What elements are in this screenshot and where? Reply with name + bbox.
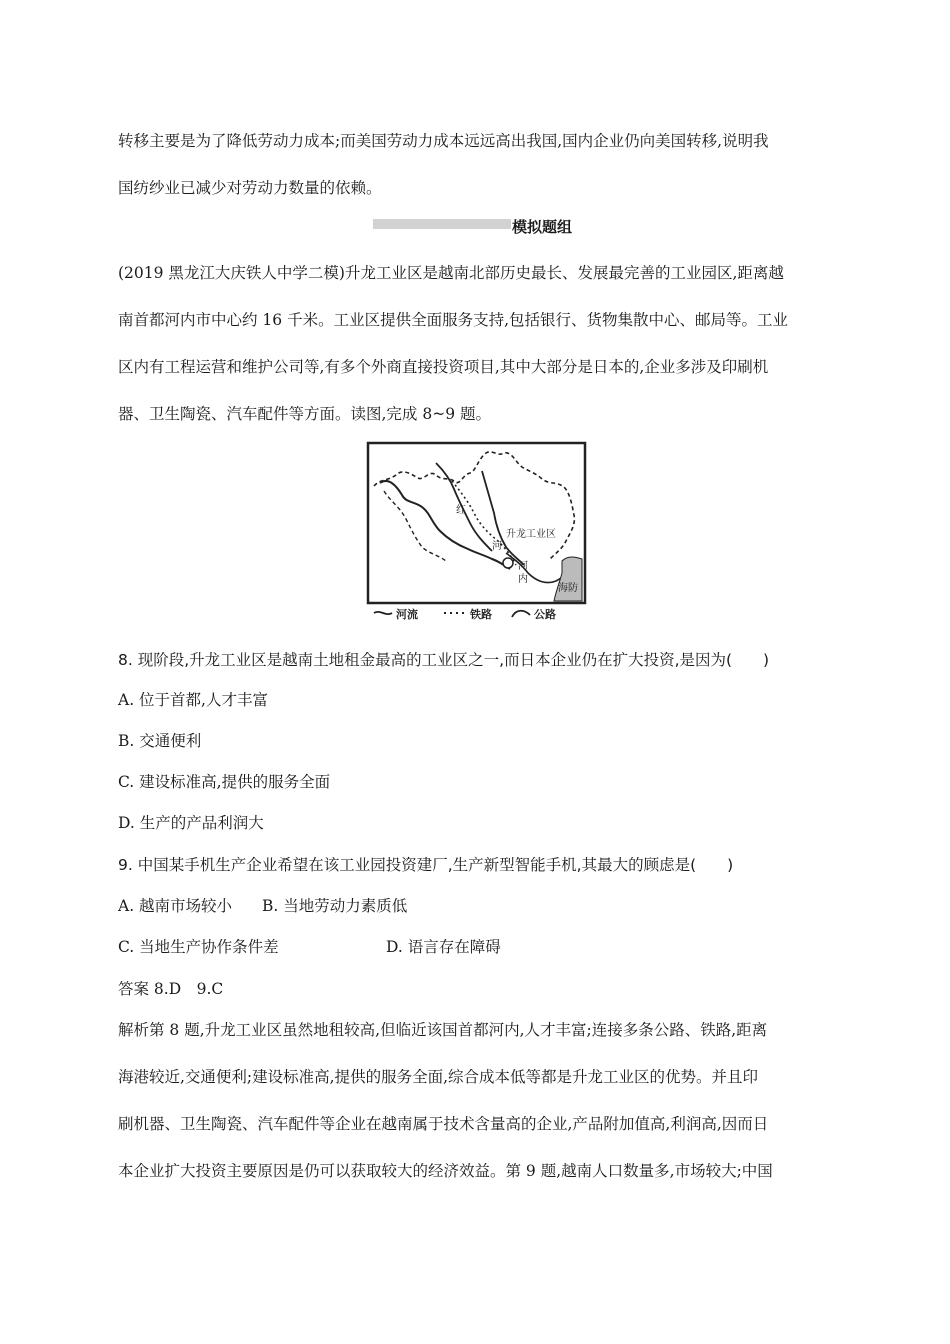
section-title: 模拟题组	[512, 218, 573, 236]
map-label-river-2: 河	[492, 541, 502, 552]
option-a: A. 位于首都,人才丰富	[118, 691, 268, 709]
text-line: (2019 黑龙江大庆铁人中学二模)升龙工业区是越南北部历史最长、发展最完善的工业园区,距离越	[118, 264, 784, 282]
text-line: 解析第 8 题,升龙工业区虽然地租较高,但临近该国首都河内,人才丰富;连接多条公路、铁路,距离	[118, 1021, 768, 1039]
text-line: 器、卫生陶瓷、汽车配件等方面。读图,完成 8~9 题。	[118, 405, 491, 423]
text-line: 转移主要是为了降低劳动力成本;而美国劳动力成本远远高出我国,国内企业仍向美国转移,说明我	[118, 132, 769, 150]
text-line: 国纺纱业已减少对劳动力数量的依赖。	[118, 179, 382, 197]
option-c: C. 建设标准高,提供的服务全面	[118, 773, 331, 791]
text-line: 本企业扩大投资主要原因是仍可以获取较大的经济效益。第 9 题,越南人口数量多,市场较大;中国	[118, 1162, 773, 1180]
answer-line: 答案 8.D 9.C	[118, 980, 224, 998]
question-stem: 9. 中国某手机生产企业希望在该工业园投资建厂,生产新型智能手机,其最大的顾虑是( )	[118, 856, 734, 874]
legend-river-label: 河流	[396, 608, 418, 621]
option-d: D. 生产的产品利润大	[118, 814, 264, 832]
option-b: B. 当地劳动力素质低	[262, 897, 408, 915]
map-label-city-1: 河	[518, 561, 528, 572]
question-stem: 8. 现阶段,升龙工业区是越南土地租金最高的工业区之一,而日本企业仍在扩大投资,是因为( )	[118, 651, 770, 669]
option-b: B. 交通便利	[118, 732, 202, 750]
map-label-industrial-zone: 升龙工业区	[506, 529, 556, 540]
text-line: 海港较近,交通便利;建设标准高,提供的服务全面,综合成本低等都是升龙工业区的优势。并且印	[118, 1068, 759, 1086]
map-label-port: 海防	[558, 583, 578, 594]
map-legend	[374, 607, 556, 621]
option-a: A. 越南市场较小	[118, 897, 233, 915]
option-c: C. 当地生产协作条件差	[118, 938, 279, 956]
map-label-city-2: 内	[518, 574, 528, 585]
text-line: 刷机器、卫生陶瓷、汽车配件等企业在越南属于技术含量高的企业,产品附加值高,利润高,因而日	[118, 1115, 769, 1133]
map-figure	[366, 441, 588, 625]
legend-road-label: 公路	[534, 608, 556, 621]
option-d: D. 语言存在障碍	[386, 938, 501, 956]
map-frame	[368, 443, 585, 603]
text-line: 区内有工程运营和维护公司等,有多个外商直接投资项目,其中大部分是日本的,企业多涉及印刷机	[118, 358, 769, 376]
section-divider-bar	[373, 219, 511, 229]
hanoi-marker	[503, 558, 513, 568]
map-label-river-1: 红	[456, 505, 466, 516]
text-line: 南首都河内市中心约 16 千米。工业区提供全面服务支持,包括银行、货物集散中心、邮局等。工业	[118, 311, 789, 329]
legend-railway-label: 铁路	[470, 608, 492, 621]
